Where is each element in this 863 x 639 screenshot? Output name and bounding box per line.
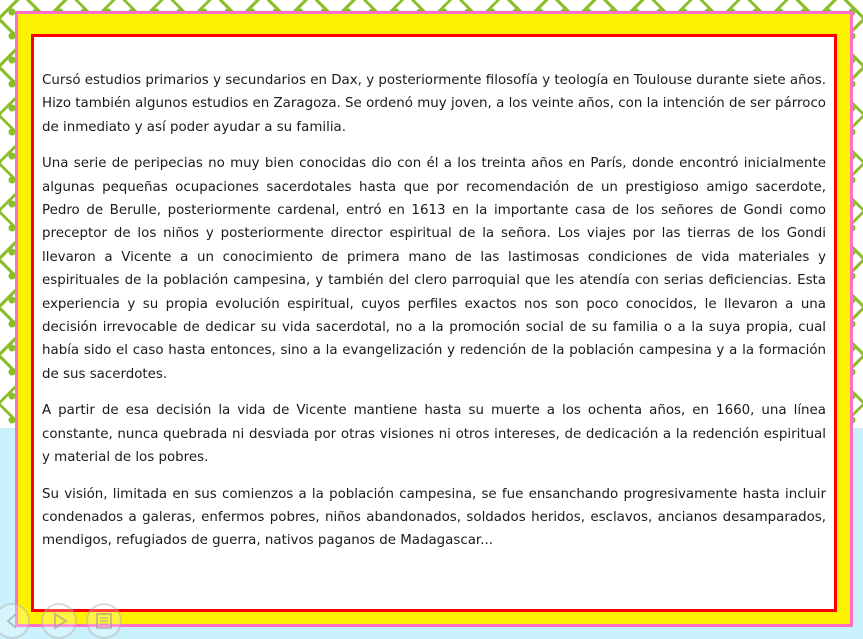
menu-button[interactable] [86,603,122,639]
previous-icon [0,605,28,637]
menu-icon [88,605,120,637]
play-icon [43,605,75,637]
paragraph-3: A partir de esa decisión la vida de Vicente mantiene hasta su muerte a los ochenta años, en 1660, una línea constante, nunca quebrada ni desviada por otras visiones ni otros intereses, de dedicación a la redención espiritual y material de los pobres. [42,403,826,466]
slide-frame [15,11,853,627]
playback-controls [0,601,130,639]
previous-button[interactable] [0,603,30,639]
paragraph-1: Cursó estudios primarios y secundarios en Dax, y posteriormente filosofía y teología en Toulouse durante siete años. Hizo también algunos estudios en Zaragoza. Se ordenó muy joven, a los veinte años, con la intención de ser párroco de inmediato y así poder ayudar a su familia. [42,73,826,135]
paragraph-2: Una serie de peripecias no muy bien conocidas dio con él a los treinta años en París, donde encontró inicialmente algunas pequeñas ocupaciones sacerdotales hasta que por recomendación de un prestigioso amigo sacerdote, Pedro de Berulle, posteriormente cardenal, entró en 1613 en la importante casa de los señores de Gondi como preceptor de los niños y posteriormente director espiritual de la señora. Los viajes por las tierras de los Gondi llevaron a Vicente a un conocimiento de primera mano de las lastimosas condiciones de vida materiales y espirituales de la población campesina, y también del clero parroquial que les atendía con serias deficiencias. Esta experiencia y su propia evolución espiritual, cuyos perfiles exactos nos son poco conocidos, le llevaron a una decisión irrevocable de dedicar su vida sacerdotal, no a la promoción social de su familia o a la suya propia, cual había sido el caso hasta entonces, sino a la evangelización y redención de la población campesina y a la formación de sus sacerdotes. [42,156,826,382]
slide-content-box [31,34,837,612]
play-button[interactable] [41,603,77,639]
paragraph-4: Su visión, limitada en sus comienzos a la población campesina, se fue ensanchando progresivamente hasta incluir condenados a galeras, enfermos pobres, niños abandonados, soldados heridos, esclavos, ancianos desamparados, mendigos, refugiados de guerra, nativos paganos de Madagascar... [42,486,826,549]
